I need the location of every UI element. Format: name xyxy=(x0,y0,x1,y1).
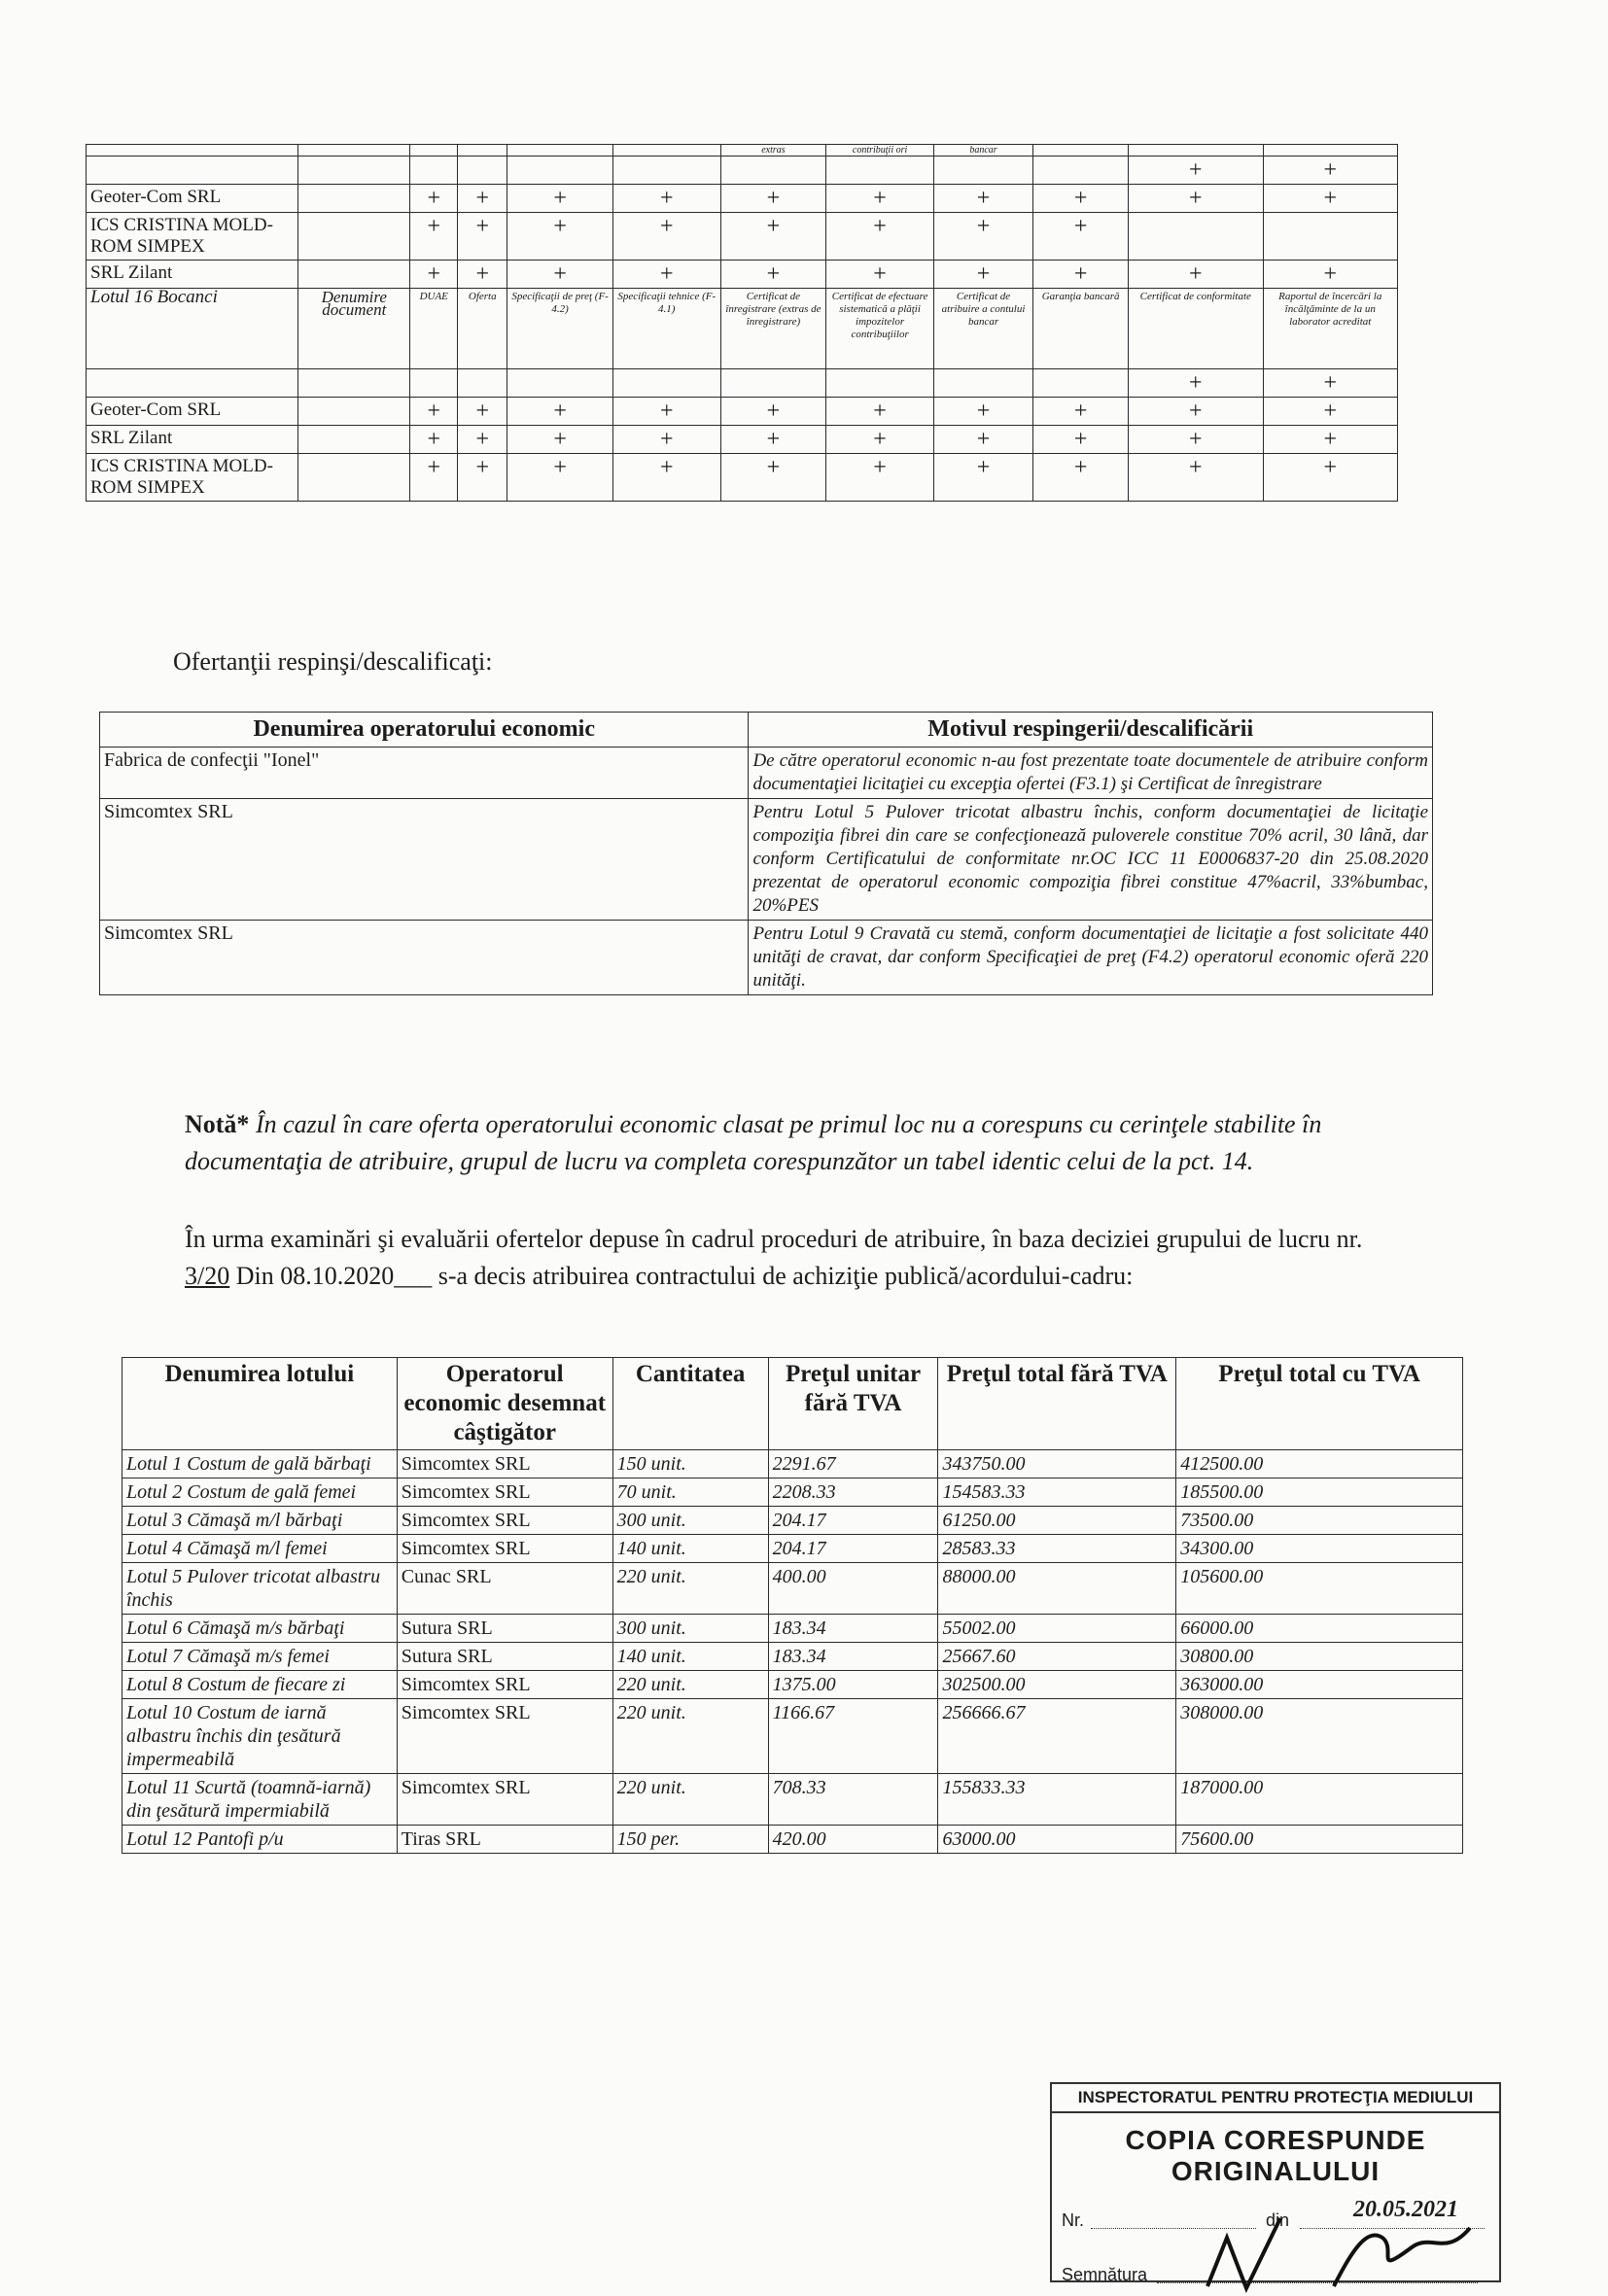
checklist-mark: + xyxy=(826,185,934,213)
award-table xyxy=(122,1357,1463,1854)
checklist-mark: + xyxy=(612,261,720,289)
note-label: Notă* xyxy=(185,1110,250,1138)
partial-header: contribuţii ori xyxy=(826,145,934,157)
checklist-mark xyxy=(933,369,1032,398)
award-unit-price: 400.00 xyxy=(768,1563,938,1615)
rejected-row xyxy=(100,921,1433,995)
checklist-mark xyxy=(826,157,934,185)
award-winner: Simcomtex SRL xyxy=(397,1450,612,1478)
award-column-header: Preţul total fără TVA xyxy=(938,1358,1176,1450)
rejected-reason: De către operatorul economic n-au fost prezentate toate documentele de atribuire conform documentaţiei licitaţiei cu excepţia ofertei (F3.1) şi Certificat de înregistrare xyxy=(749,748,1433,799)
rejected-reason: Pentru Lotul 9 Cravată cu stemă, conform documentaţiei de licitaţie a fost solicitate 440 unităţi de cravat, dar conform Specificaţiei de preţ (F4.2) operatorul economic oferă 220 unităţi. xyxy=(749,921,1433,995)
handwritten-signature xyxy=(1188,2209,1480,2296)
award-total-no-vat: 63000.00 xyxy=(938,1826,1176,1854)
checklist-mark: + xyxy=(1263,157,1398,185)
award-winner: Sutura SRL xyxy=(397,1643,612,1671)
award-row xyxy=(122,1450,1463,1478)
checklist-mark: + xyxy=(1129,157,1263,185)
award-lot-name: Lotul 10 Costum de iarnă albastru închis din ţesătură impermeabilă xyxy=(122,1699,398,1774)
checklist-mark xyxy=(720,157,826,185)
checklist-operator-name: SRL Zilant xyxy=(87,426,298,454)
award-column-header: Operatorul economic desemnat câştigător xyxy=(397,1358,612,1450)
checklist-empty-cell xyxy=(298,185,410,213)
checklist-mark: + xyxy=(1263,454,1398,502)
award-total-no-vat: 302500.00 xyxy=(938,1671,1176,1699)
checklist-mark: + xyxy=(410,185,458,213)
award-lot-name: Lotul 11 Scurtă (toamnă-iarnă) din ţesătură impermiabilă xyxy=(122,1774,398,1826)
partial-header-empty xyxy=(507,145,613,157)
award-row xyxy=(122,1615,1463,1643)
checklist-mark xyxy=(612,157,720,185)
award-total-no-vat: 256666.67 xyxy=(938,1699,1176,1774)
award-lot-name: Lotul 1 Costum de gală bărbaţi xyxy=(122,1450,398,1478)
checklist-mark: + xyxy=(826,454,934,502)
award-winner: Simcomtex SRL xyxy=(397,1535,612,1563)
award-row xyxy=(122,1826,1463,1854)
note-text: În cazul în care oferta operatorului economic clasat pe primul loc nu a corespuns cu cerinţele stabilite în documentaţia de atribuire, grupul de lucru va completa corespunzător un tabel identic celui de la pct. 14. xyxy=(185,1110,1322,1175)
lot16-column-header: Oferta xyxy=(458,289,507,369)
checklist-mark: + xyxy=(1263,261,1398,289)
award-row xyxy=(122,1643,1463,1671)
partial-header-empty xyxy=(298,145,410,157)
award-unit-price: 183.34 xyxy=(768,1643,938,1671)
checklist-mark: + xyxy=(933,185,1032,213)
checklist-mark: + xyxy=(612,426,720,454)
stamp-authority: INSPECTORATUL PENTRU PROTECŢIA MEDIULUI xyxy=(1052,2084,1499,2113)
checklist-mark: + xyxy=(1033,185,1129,213)
award-winner: Simcomtex SRL xyxy=(397,1699,612,1774)
checklist-mark: + xyxy=(507,454,613,502)
checklist-mark: + xyxy=(458,454,507,502)
checklist-empty-cell xyxy=(298,454,410,502)
partial-header-empty xyxy=(1263,145,1398,157)
award-total-vat: 185500.00 xyxy=(1176,1478,1463,1507)
checklist-mark: + xyxy=(1263,426,1398,454)
award-row xyxy=(122,1699,1463,1774)
checklist-mark xyxy=(410,369,458,398)
checklist-mark: + xyxy=(1129,398,1263,426)
award-lot-name: Lotul 12 Pantofi p/u xyxy=(122,1826,398,1854)
award-quantity: 220 unit. xyxy=(612,1563,768,1615)
award-winner: Simcomtex SRL xyxy=(397,1507,612,1535)
award-total-vat: 105600.00 xyxy=(1176,1563,1463,1615)
checklist-mark: + xyxy=(458,426,507,454)
checklist-mark: + xyxy=(1263,185,1398,213)
checklist-mark: + xyxy=(1129,369,1263,398)
checklist-mark: + xyxy=(507,398,613,426)
checklist-mark: + xyxy=(458,261,507,289)
checklist-mark: + xyxy=(1263,369,1398,398)
checklist-mark: + xyxy=(507,261,613,289)
checklist-mark: + xyxy=(720,454,826,502)
award-total-vat: 187000.00 xyxy=(1176,1774,1463,1826)
checklist-mark: + xyxy=(1129,185,1263,213)
partial-header-empty xyxy=(458,145,507,157)
checklist-mark: + xyxy=(1129,426,1263,454)
partial-header: bancar xyxy=(933,145,1032,157)
award-row xyxy=(122,1563,1463,1615)
checklist-mark: + xyxy=(612,398,720,426)
checklist-mark xyxy=(933,157,1032,185)
award-lot-name: Lotul 6 Cămaşă m/s bărbaţi xyxy=(122,1615,398,1643)
award-unit-price: 1375.00 xyxy=(768,1671,938,1699)
award-total-vat: 34300.00 xyxy=(1176,1535,1463,1563)
award-quantity: 150 unit. xyxy=(612,1450,768,1478)
lot16-column-header: Certificat de efectuare sistematică a plăţii impozitelor contribuţiilor xyxy=(826,289,934,369)
rejected-row xyxy=(100,748,1433,799)
award-total-no-vat: 343750.00 xyxy=(938,1450,1176,1478)
checklist-mark xyxy=(458,369,507,398)
checklist-mark xyxy=(1033,157,1129,185)
award-lot-name: Lotul 3 Cămaşă m/l bărbaţi xyxy=(122,1507,398,1535)
certification-stamp xyxy=(1050,2082,1501,2282)
award-winner: Simcomtex SRL xyxy=(397,1671,612,1699)
checklist-mark: + xyxy=(826,213,934,261)
rejected-operator: Simcomtex SRL xyxy=(100,921,749,995)
award-lot-name: Lotul 5 Pulover tricotat albastru închis xyxy=(122,1563,398,1615)
award-row xyxy=(122,1671,1463,1699)
award-winner: Sutura SRL xyxy=(397,1615,612,1643)
award-unit-price: 2208.33 xyxy=(768,1478,938,1507)
checklist-mark: + xyxy=(458,185,507,213)
rejected-heading: Ofertanţii respinşi/descalificaţi: xyxy=(173,647,493,676)
award-column-header: Denumirea lotului xyxy=(122,1358,398,1450)
checklist-mark xyxy=(1129,213,1263,261)
lot16-title: Lotul 16 Bocanci xyxy=(87,289,298,369)
lot16-denumire-header: Denumire document xyxy=(298,289,410,369)
checklist-row xyxy=(87,261,1398,289)
checklist-mark: + xyxy=(720,185,826,213)
checklist-mark: + xyxy=(720,261,826,289)
checklist-mark: + xyxy=(933,261,1032,289)
award-row xyxy=(122,1535,1463,1563)
award-winner: Tiras SRL xyxy=(397,1826,612,1854)
checklist-mark: + xyxy=(410,454,458,502)
checklist-mark xyxy=(1033,369,1129,398)
checklist-mark: + xyxy=(933,454,1032,502)
award-quantity: 140 unit. xyxy=(612,1535,768,1563)
checklist-mark: + xyxy=(458,213,507,261)
lot16-column-header: Specificaţii de preţ (F-4.2) xyxy=(507,289,613,369)
award-quantity: 70 unit. xyxy=(612,1478,768,1507)
rejected-reason: Pentru Lotul 5 Pulover tricotat albastru închis, conform documentaţiei de licitaţie compoziţia fibrei din care se confecţionează puloverele constitue 70% acril, 30 lână, dar conform Certificatului de conformitate nr.OC ICC 11 E0006837-20 din 25.08.2020 prezentat de operatorul economic compoziţia fibrei constitue 47%acril, 33%bumbac, 20%PES xyxy=(749,799,1433,921)
checklist-mark xyxy=(410,157,458,185)
lot16-column-header: Garanţia bancară xyxy=(1033,289,1129,369)
decision-number: 3/20 xyxy=(185,1262,230,1290)
stamp-sign-label: Semnătura xyxy=(1062,2265,1148,2284)
award-column-header: Cantitatea xyxy=(612,1358,768,1450)
award-total-vat: 66000.00 xyxy=(1176,1615,1463,1643)
checklist-mark: + xyxy=(410,398,458,426)
checklist-mark xyxy=(1263,213,1398,261)
checklist-mark: + xyxy=(1033,426,1129,454)
award-total-vat: 73500.00 xyxy=(1176,1507,1463,1535)
checklist-mark: + xyxy=(410,213,458,261)
partial-header-empty xyxy=(410,145,458,157)
award-lot-name: Lotul 4 Cămaşă m/l femei xyxy=(122,1535,398,1563)
checklist-mark xyxy=(298,157,410,185)
checklist-row xyxy=(87,454,1398,502)
checklist-mark: + xyxy=(507,426,613,454)
award-total-no-vat: 25667.60 xyxy=(938,1643,1176,1671)
award-total-no-vat: 55002.00 xyxy=(938,1615,1176,1643)
stamp-din-label: din xyxy=(1266,2210,1290,2230)
lot16-column-header: Certificat de înregistrare (extras de înregistrare) xyxy=(720,289,826,369)
checklist-mark: + xyxy=(1263,398,1398,426)
lot16-column-header: Raportul de încercări la încălţăminte de la un laborator acreditat xyxy=(1263,289,1398,369)
checklist-operator-name: Geoter-Com SRL xyxy=(87,185,298,213)
award-total-vat: 75600.00 xyxy=(1176,1826,1463,1854)
award-unit-price: 204.17 xyxy=(768,1507,938,1535)
award-lot-name: Lotul 2 Costum de gală femei xyxy=(122,1478,398,1507)
checklist-mark: + xyxy=(612,185,720,213)
checklist-mark: + xyxy=(826,426,934,454)
checklist-mark xyxy=(507,369,613,398)
checklist-mark xyxy=(507,157,613,185)
checklist-mark xyxy=(458,157,507,185)
checklist-mark: + xyxy=(826,398,934,426)
award-row xyxy=(122,1774,1463,1826)
stamp-title: COPIA CORESPUNDE ORIGINALULUI xyxy=(1125,2125,1426,2186)
award-quantity: 220 unit. xyxy=(612,1699,768,1774)
award-total-vat: 363000.00 xyxy=(1176,1671,1463,1699)
checklist-mark: + xyxy=(410,261,458,289)
checklist-mark: + xyxy=(933,398,1032,426)
award-quantity: 300 unit. xyxy=(612,1507,768,1535)
award-lot-name: Lotul 7 Cămaşă m/s femei xyxy=(122,1643,398,1671)
checklist-mark: + xyxy=(933,426,1032,454)
checklist-mark: + xyxy=(612,213,720,261)
checklist-mark: + xyxy=(720,426,826,454)
checklist-mark: + xyxy=(458,398,507,426)
award-total-vat: 412500.00 xyxy=(1176,1450,1463,1478)
checklist-row xyxy=(87,398,1398,426)
award-unit-price: 708.33 xyxy=(768,1774,938,1826)
checklist-mark: + xyxy=(1033,398,1129,426)
award-unit-price: 204.17 xyxy=(768,1535,938,1563)
checklist-mark: + xyxy=(826,261,934,289)
award-unit-price: 1166.67 xyxy=(768,1699,938,1774)
award-quantity: 150 per. xyxy=(612,1826,768,1854)
checklist-mark xyxy=(720,369,826,398)
checklist-mark: + xyxy=(933,213,1032,261)
checklist-mark xyxy=(298,369,410,398)
checklist-operator-name: ICS CRISTINA MOLD-ROM SIMPEX xyxy=(87,454,298,502)
award-quantity: 220 unit. xyxy=(612,1774,768,1826)
award-total-no-vat: 155833.33 xyxy=(938,1774,1176,1826)
rejected-table xyxy=(99,712,1433,995)
partial-header: extras xyxy=(720,145,826,157)
award-column-header: Preţul total cu TVA xyxy=(1176,1358,1463,1450)
partial-header-empty xyxy=(1033,145,1129,157)
award-winner: Cunac SRL xyxy=(397,1563,612,1615)
award-total-no-vat: 61250.00 xyxy=(938,1507,1176,1535)
checklist-mark: + xyxy=(410,426,458,454)
checklist-mark: + xyxy=(1129,261,1263,289)
award-quantity: 220 unit. xyxy=(612,1671,768,1699)
award-winner: Simcomtex SRL xyxy=(397,1774,612,1826)
checklist-operator-name: SRL Zilant xyxy=(87,261,298,289)
lot16-column-header: DUAE xyxy=(410,289,458,369)
note-paragraph xyxy=(185,1106,1381,1180)
award-total-no-vat: 88000.00 xyxy=(938,1563,1176,1615)
checklist-mark: + xyxy=(1033,454,1129,502)
decision-text-3: s-a decis atribuirea contractului de achiziţie publică/acordului-cadru: xyxy=(437,1262,1134,1290)
checklist-empty-cell xyxy=(298,213,410,261)
checklist-empty-cell xyxy=(298,398,410,426)
documents-checklist-table xyxy=(86,144,1398,502)
checklist-mark: + xyxy=(1033,261,1129,289)
award-quantity: 140 unit. xyxy=(612,1643,768,1671)
checklist-mark: + xyxy=(1129,454,1263,502)
lot16-column-header: Specificaţii tehnice (F-4.1) xyxy=(612,289,720,369)
checklist-mark: + xyxy=(1033,213,1129,261)
partial-header-empty xyxy=(1129,145,1263,157)
checklist-operator-name: ICS CRISTINA MOLD-ROM SIMPEX xyxy=(87,213,298,261)
checklist-row xyxy=(87,213,1398,261)
checklist-mark xyxy=(87,369,298,398)
rejected-row xyxy=(100,799,1433,921)
checklist-mark: + xyxy=(720,213,826,261)
checklist-mark xyxy=(612,369,720,398)
checklist-mark xyxy=(87,157,298,185)
award-total-vat: 308000.00 xyxy=(1176,1699,1463,1774)
checklist-row xyxy=(87,426,1398,454)
rejected-operator: Fabrica de confecţii "Ionel" xyxy=(100,748,749,799)
checklist-mark: + xyxy=(720,398,826,426)
rejected-col-operator: Denumirea operatorului economic xyxy=(100,713,749,748)
award-total-no-vat: 28583.33 xyxy=(938,1535,1176,1563)
checklist-mark: + xyxy=(507,185,613,213)
checklist-operator-name: Geoter-Com SRL xyxy=(87,398,298,426)
decision-paragraph xyxy=(185,1221,1381,1295)
rejected-operator: Simcomtex SRL xyxy=(100,799,749,921)
award-row xyxy=(122,1478,1463,1507)
partial-header-empty xyxy=(87,145,298,157)
partial-header-empty xyxy=(612,145,720,157)
award-quantity: 300 unit. xyxy=(612,1615,768,1643)
rejected-col-reason: Motivul respingerii/descalificării xyxy=(749,713,1433,748)
award-column-header: Preţul unitar fără TVA xyxy=(768,1358,938,1450)
lot16-column-header: Certificat de conformitate xyxy=(1129,289,1263,369)
checklist-mark xyxy=(826,369,934,398)
award-unit-price: 420.00 xyxy=(768,1826,938,1854)
award-winner: Simcomtex SRL xyxy=(397,1478,612,1507)
award-unit-price: 2291.67 xyxy=(768,1450,938,1478)
checklist-empty-cell xyxy=(298,426,410,454)
decision-text-1: În urma examinări şi evaluării ofertelor depuse în cadrul proceduri de atribuire, în baza deciziei grupului de lucru nr. xyxy=(185,1225,1363,1253)
checklist-mark: + xyxy=(507,213,613,261)
award-row xyxy=(122,1507,1463,1535)
checklist-row xyxy=(87,185,1398,213)
checklist-empty-cell xyxy=(298,261,410,289)
decision-date: Din 08.10.2020___ xyxy=(235,1262,433,1290)
award-lot-name: Lotul 8 Costum de fiecare zi xyxy=(122,1671,398,1699)
stamp-date: 20.05.2021 xyxy=(1353,2197,1458,2222)
checklist-mark: + xyxy=(612,454,720,502)
award-unit-price: 183.34 xyxy=(768,1615,938,1643)
stamp-nr-label: Nr. xyxy=(1062,2210,1085,2230)
lot16-column-header: Certificat de atribuire a contului bancar xyxy=(933,289,1032,369)
award-total-no-vat: 154583.33 xyxy=(938,1478,1176,1507)
award-total-vat: 30800.00 xyxy=(1176,1643,1463,1671)
